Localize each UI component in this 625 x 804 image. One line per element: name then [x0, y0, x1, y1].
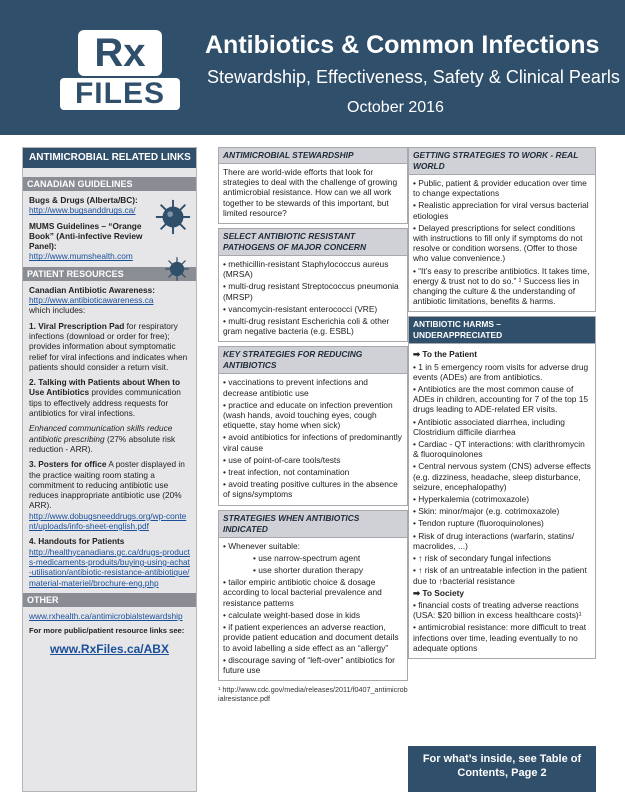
stewardship-text: There are world-wide efforts that look for strategies to deal with the challenge of growing antimicrobial resistance. How can we all work together to be stewards of this important, but limited resource? [223, 167, 398, 218]
strategy-item: • vaccinations to prevent infections and decrease antibiotic use [223, 377, 368, 398]
pathogen-item: • vancomycin-resistant enterococci (VRE) [223, 303, 378, 314]
society-item: • antimicrobial resistance: more difficult to treat infections over time, leading eventually to no adequate options [413, 622, 587, 653]
resource-item-4: 4. Handouts for Patients http://healthycanadians.gc.ca/drugs-products-medicaments-produits/buying-using-achat-utilisation/antibiotic-resistance-antibiotique/material-materiel/brochure-eng.php [29, 536, 190, 588]
bugs-drugs-link[interactable]: http://www.bugsanddrugs.ca/ [29, 205, 136, 216]
indicated-item: • Whenever suitable: [223, 540, 300, 551]
table-of-contents-callout: For what’s inside, see Table of Contents, Page 2 [408, 746, 596, 792]
stewardship-heading: ANTIMICROBIAL STEWARDSHIP [219, 148, 407, 164]
getting-item: • Delayed prescriptions for select conditions with instructions to fill only if symptoms do not resolve or condition worsens. (Offer to those who value convenience.) [413, 222, 583, 264]
harm-item: • Tendon rupture (fluoroquinolones) [413, 518, 544, 529]
awareness-link[interactable]: http://www.antibioticawareness.ca [29, 295, 154, 306]
logo-rx: Rx [78, 30, 162, 76]
other-title: OTHER [23, 593, 196, 607]
page-subtitle: Stewardship, Effectiveness, Safety & Clinical Pearls [207, 67, 620, 87]
getting-strategies-heading: GETTING STRATEGIES TO WORK - REAL WORLD [409, 148, 595, 175]
resource-item-3: 3. Posters for office A poster displayed in the practice waiting room stating a commitment to reducing antibiotic use reduces inappropriate antibiotic use (20% ARR). http://www.dobugsneeddrugs.org/wp-content/uploads/info-sheet-english.pdf [29, 459, 187, 532]
harm-item: • Antibiotic associated diarrhea, including Clostridium difficile diarrhea [413, 416, 565, 437]
to-patient-heading: ➡ To the Patient [413, 349, 478, 360]
rxfiles-logo [60, 30, 180, 110]
page-header [0, 0, 625, 135]
middle-column [218, 147, 408, 703]
strategy-item: • use of point-of-care tools/tests [223, 454, 341, 465]
resource-item-2-note: Enhanced communication skills reduce antibiotic prescribing (27% absolute risk reduction - ARR). [29, 423, 176, 454]
pathogen-item: • methicillin-resistant Staphylococcus aureus (MRSA) [223, 259, 389, 280]
pathogen-item: • multi-drug resistant Streptococcus pneumonia (MRSP) [223, 281, 399, 302]
links-panel [22, 147, 197, 792]
indicated-item: • use shorter duration therapy [253, 565, 364, 576]
page-title: Antibiotics & Common Infections [205, 31, 600, 59]
awareness-tail: which includes: [29, 305, 86, 316]
pathogen-item: • multi-drug resistant Escherichia coli & other gram negative bacteria (e.g. ESBL) [223, 316, 390, 337]
more-resources-text: For more public/patient resource links see: [29, 626, 185, 636]
harm-item: • Hyperkalemia (cotrimoxazole) [413, 494, 530, 505]
society-item: • financial costs of treating adverse reactions (USA: $20 billion in excess healthcare costs)¹ [413, 599, 582, 621]
getting-item: • “It’s easy to prescribe antibiotics. It takes time, energy & trust not to do so.” ¹ Success lies in changing the culture & the understanding of antibiotic limitations, benefits & harms. [413, 265, 590, 307]
strategies-box [218, 346, 408, 505]
bugs-drugs-label: Bugs & Drugs (Alberta/BC): [29, 195, 138, 205]
mums-link[interactable]: http://www.mumshealth.com [29, 251, 133, 262]
pathogens-box [218, 228, 408, 342]
strategy-item: • treat infection, not contamination [223, 467, 350, 478]
strategy-item: • practice and educate on infection prevention (wash hands, avoid touching eyes, cough etiquette, stay home when sick) [223, 399, 393, 431]
indicated-item: • discourage saving of “left-over” antibiotics for future use [223, 654, 395, 675]
strategy-item: • avoid treating positive cultures in the absence of signs/symptoms [223, 479, 398, 500]
resource-item-1: 1. Viral Prescription Pad for respiratory infections (download or order for free); provides information about symptomatic relief for viral infections and indicates when patients should consider a return visit. [29, 320, 188, 372]
pathogens-heading: SELECT ANTIBIOTIC RESISTANT PATHOGENS OF MAJOR CONCERN [219, 229, 407, 256]
canadian-guidelines-title: CANADIAN GUIDELINES [23, 177, 196, 191]
harm-item: • Cardiac - QT interactions: with clarithromycin & fluoroquinolones [413, 439, 585, 460]
indicated-item: • calculate weight-based dose in kids [223, 609, 361, 620]
getting-item: • Realistic appreciation for viral versus bacterial etiologies [413, 200, 589, 221]
indicated-box [218, 510, 408, 681]
handout-link[interactable]: http://healthycanadians.gc.ca/drugs-products-medicaments-produits/buying-using-achat-utilisation/antibiotic-resistance-antibiotique/material-materiel/brochure-eng.php [29, 546, 190, 588]
logo-files: FILES [60, 78, 180, 110]
harm-item: • 1 in 5 emergency room visits for adverse drug events (ADEs) are from antibiotics. [413, 361, 589, 382]
harms-heading: ANTIBIOTIC HARMS – UNDERAPPRECIATED [409, 317, 595, 344]
harm-item: • Skin: minor/major (e.g. cotrimoxazole) [413, 506, 560, 517]
awareness-label: Canadian Antibiotic Awareness: [29, 284, 156, 295]
harm-item: • Risk of drug interactions (warfarin, statins/ macrolides, ...) [413, 530, 575, 551]
links-panel-body [23, 168, 196, 661]
harm-item: • Antibiotics are the most common cause of ADEs in children, accounting for 7 of the top 15 drugs leading to ADE-related ER visits. [413, 384, 589, 415]
stewardship-box [218, 147, 408, 224]
strategies-heading: KEY STRATEGIES FOR REDUCING ANTIBIOTICS [219, 347, 407, 374]
links-panel-header: ANTIMICROBIAL RELATED LINKS [23, 148, 196, 168]
indicated-heading: STRATEGIES WHEN ANTIBIOTICS INDICATED [219, 511, 407, 538]
resource-item-2: 2. Talking with Patients about When to Use Antibiotics provides communication tips to effectively address requests for antibiotics for viral infections. [29, 377, 181, 419]
indicated-item: • tailor empiric antibiotic choice & dosage according to local bacterial prevalence and resistance patterns [223, 577, 382, 608]
virus-icon [154, 198, 192, 236]
patient-resources-title: PATIENT RESOURCES [23, 267, 196, 281]
indicated-item: • if patient experiences an adverse reaction, provide patient education and document details to avoid labelling a side effect as an “allergy” [223, 622, 399, 653]
to-society-heading: ➡ To Society [413, 587, 465, 598]
harms-box [408, 316, 596, 658]
indicated-item: • use narrow-spectrum agent [253, 552, 361, 563]
harm-item: • ↑ risk of secondary fungal infections [413, 553, 551, 564]
rxfiles-abx-link[interactable]: www.RxFiles.ca/ABX [50, 642, 169, 657]
rxhealth-link[interactable]: www.rxhealth.ca/antimicrobialstewardship [29, 610, 183, 621]
getting-item: • Public, patient & provider education over time to change expectations [413, 178, 587, 199]
harm-item: • Central nervous system (CNS) adverse effects (e.g. dizziness, headache, sleep disturbance, seizure, encephalopathy) [413, 461, 591, 492]
right-column [408, 147, 596, 663]
poster-link[interactable]: http://www.dobugsneeddrugs.org/wp-content/uploads/info-sheet-english.pdf [29, 510, 187, 532]
harm-item: • ↑ risk of an untreatable infection in the patient due to ↑bacterial resistance [413, 565, 587, 586]
strategy-item: • avoid antibiotics for infections of predominantly viral cause [223, 432, 402, 453]
publication-date: October 2016 [347, 99, 444, 116]
virus-icon-small [164, 256, 190, 282]
footnote: ¹ http://www.cdc.gov/media/releases/2011/f0407_antimicrobialresistance.pdf [218, 685, 408, 704]
mums-label: MUMS Guidelines – “Orange Book” (Anti-infective Review Panel): [29, 220, 143, 252]
getting-strategies-box [408, 147, 596, 312]
